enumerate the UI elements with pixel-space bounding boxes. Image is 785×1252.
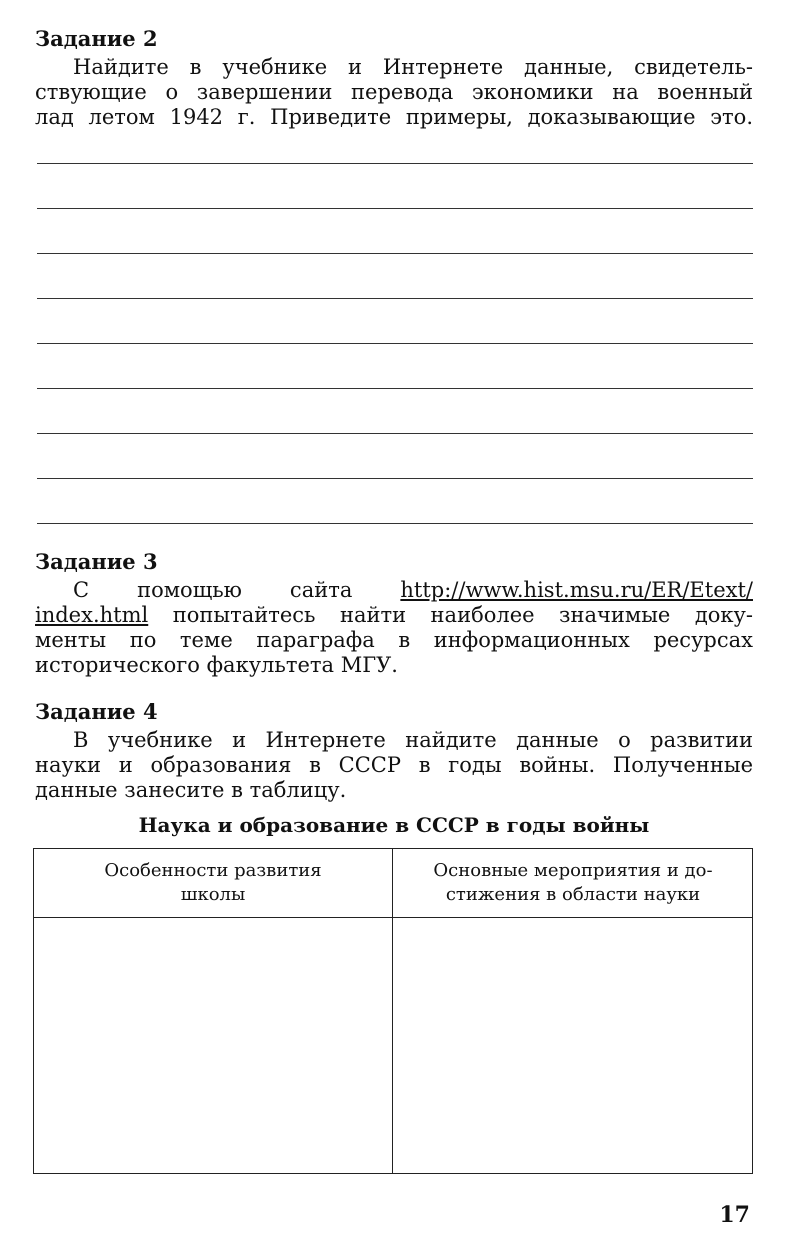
- table-cell-school[interactable]: [34, 919, 391, 1173]
- column-header-line: Основные мероприятия и до-: [433, 860, 713, 881]
- task-4-line: науки и образования в СССР в годы войны. Полученные: [35, 753, 753, 777]
- table-caption: Наука и образование в СССР в годы войны: [138, 813, 650, 837]
- answer-line[interactable]: [37, 478, 753, 479]
- task-2-heading: Задание 2: [35, 26, 158, 51]
- answer-line[interactable]: [37, 298, 753, 299]
- task-3-line-prefix: С помощью сайта: [73, 578, 353, 602]
- header-divider: [34, 917, 752, 918]
- task-2-line: ствующие о завершении перевода экономики на военный: [35, 80, 753, 104]
- science-education-table: [33, 848, 753, 1174]
- answer-line[interactable]: [37, 163, 753, 164]
- task-3-line: [35, 603, 753, 628]
- task-3-heading: Задание 3: [35, 549, 158, 574]
- column-header-school: [34, 859, 392, 907]
- task-3-line-suffix: попытайтесь найти наиболее значимые доку-: [172, 603, 753, 627]
- column-header-line: стижения в области науки: [445, 884, 701, 905]
- column-header-line: Особенности развития: [104, 860, 322, 881]
- column-header-line: школы: [180, 884, 246, 905]
- table-cell-science[interactable]: [393, 919, 752, 1173]
- task-4-text: [35, 728, 753, 803]
- task-2-line: лад летом 1942 г. Приведите примеры, доказывающие это.: [35, 105, 753, 129]
- answer-line[interactable]: [37, 523, 753, 524]
- site-link-part-2[interactable]: index.html: [35, 603, 149, 627]
- answer-line[interactable]: [37, 388, 753, 389]
- page-number: 17: [719, 1202, 750, 1228]
- answer-line[interactable]: [37, 343, 753, 344]
- answer-line[interactable]: [37, 253, 753, 254]
- task-2-text: [35, 55, 753, 130]
- answer-line[interactable]: [37, 433, 753, 434]
- task-4-line: данные занесите в таблицу.: [35, 778, 347, 802]
- task-3-line: [35, 578, 753, 603]
- task-3-line: менты по теме параграфа в информационных ресурсах: [35, 628, 753, 652]
- task-2-line: Найдите в учебнике и Интернете данные, свидетель-: [73, 55, 753, 79]
- answer-line[interactable]: [37, 208, 753, 209]
- task-3-line: исторического факультета МГУ.: [35, 653, 398, 677]
- task-3-text: [35, 578, 753, 678]
- site-link-part-1[interactable]: http://www.hist.msu.ru/ER/Etext/: [400, 578, 753, 602]
- column-header-science: [393, 859, 753, 907]
- task-4-line: В учебнике и Интернете найдите данные о развитии: [73, 728, 753, 752]
- task-4-heading: Задание 4: [35, 699, 158, 724]
